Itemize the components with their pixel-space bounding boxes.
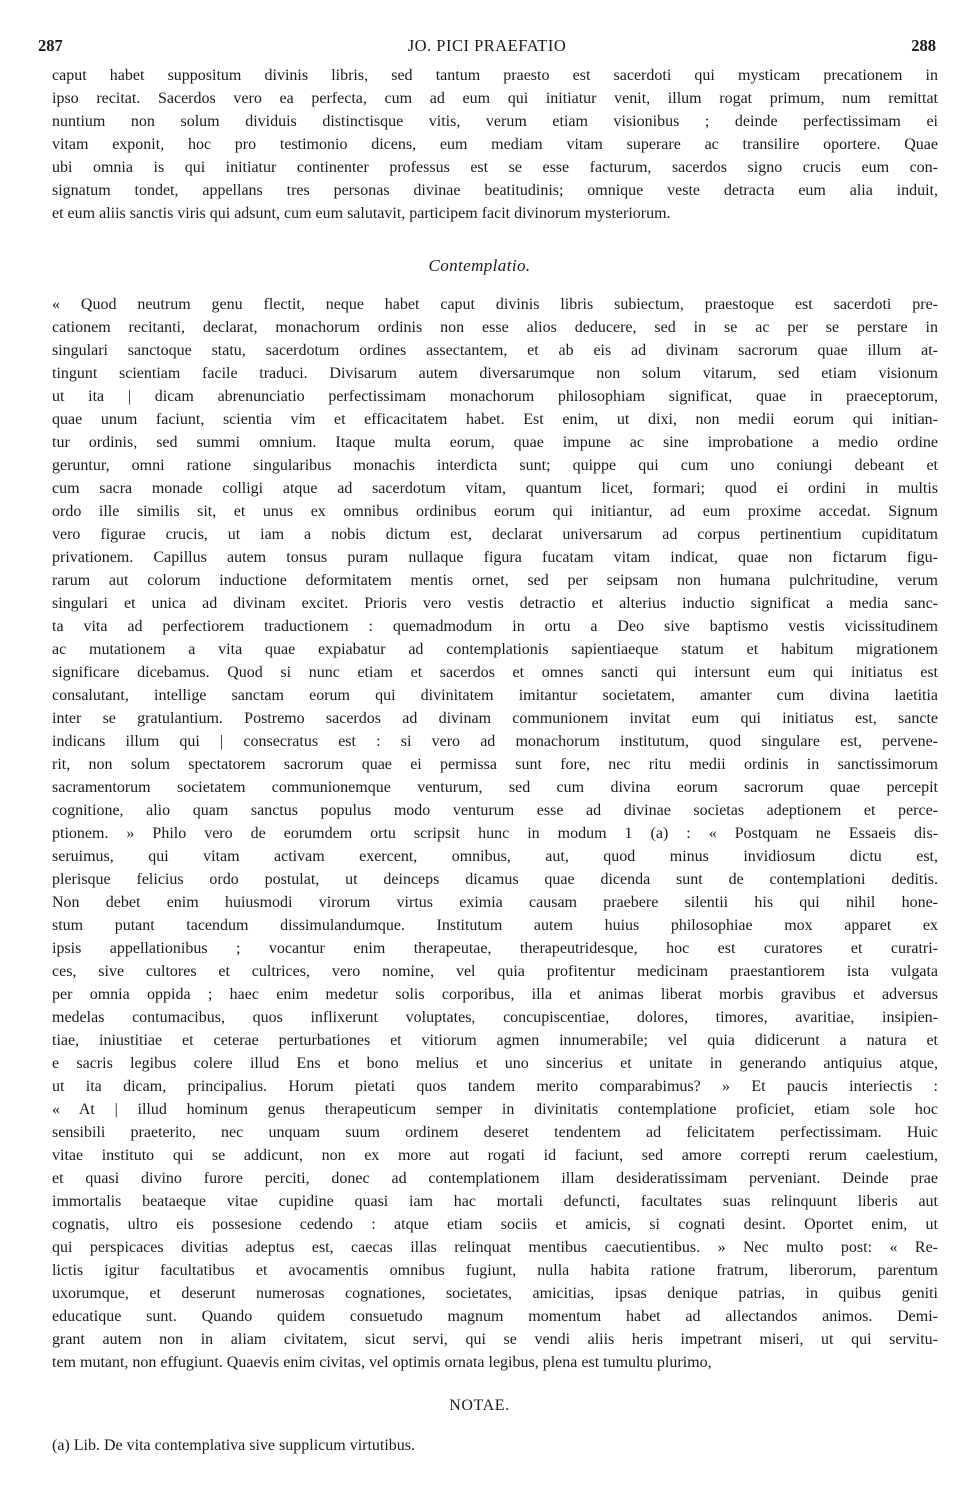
text-line: stum putant tacendum dissimulandumque. Institutum autem huius philosophiae mox apparet ex bbox=[52, 917, 938, 934]
text-line: rit, non solum spectatorem sacrorum quae ei permissa sunt fore, nec ritu medii ordinis in sanctissimorum bbox=[52, 756, 938, 773]
running-header bbox=[38, 34, 936, 58]
text-line: vitae instituto qui se addicunt, non ex more aut rogati id faciunt, sed amore correpti rerum caelestium, bbox=[52, 1147, 938, 1164]
text-line: et eum aliis sanctis viris qui adsunt, cum eum salutavit, participem facit divinorum mysteriorum. bbox=[52, 205, 671, 222]
text-line: ut ita dicam, principalius. Horum pietati quos tandem merito comparabimus? » Et paucis interiectis : bbox=[52, 1078, 938, 1095]
text-line: signatum tondet, appellans tres personas divinae beatitudinis; omnique veste detracta eum alia induit, bbox=[52, 182, 938, 199]
text-line: sacramentorum societatem communionemque venturum, sed cum divina eorum sacrorum quae percepit bbox=[52, 779, 938, 796]
section-heading: Contemplatio. bbox=[428, 256, 531, 275]
text-line: per omnia oppida ; haec enim medetur solis corporibus, illa et animas liberat morbis gravibus et adversus bbox=[52, 986, 938, 1003]
text-line: cationem recitanti, declarat, monachorum ordinis non esse alios deducere, sed in se ac per se perstare in bbox=[52, 319, 938, 336]
text-line: cum sacra monade colligi atque ad sacerdotum vitam, quantum licet, formari; quod ei ordini in multis bbox=[52, 480, 938, 497]
text-line: singulari sanctoque statu, sacerdotum ordines assectantem, et ab eis ad divinam sacrorum quae illum at- bbox=[52, 342, 938, 359]
text-line: consalutant, intellige sanctam eorum qui divinitatem imitantur societatem, amanter cum divina laetitia bbox=[52, 687, 938, 704]
text-line: ta vita ad perfectiorem traductionem : quemadmodum in ortu a Deo sive baptismo vestis vicissitudinem bbox=[52, 618, 938, 635]
text-line: Non debet enim huiusmodi virorum virtus eximia causam praebere silentii his qui nihil hone- bbox=[52, 894, 938, 911]
text-line: inter se gratulantium. Postremo sacerdos ad divinam communionem invitat eum qui initiatus est, sancte bbox=[52, 710, 938, 727]
text-line: ces, sive cultores et cultrices, vero nomine, vel quia profitentur medicinam praestantiorem ista vulgata bbox=[52, 963, 938, 980]
notes-heading: NOTAE. bbox=[449, 1397, 510, 1414]
text-line: ac mutationem a vita quae expiabatur ad contemplationis sapientiaeque statum et habitum migrationem bbox=[52, 641, 938, 658]
running-title: JO. PICI PRAEFATIO bbox=[407, 36, 567, 55]
text-line: quae unum faciunt, scientia vim et efficacitatem habet. Est enim, ut dixi, non medii eorum qui initian- bbox=[52, 411, 938, 428]
text-line: vero figurae crucis, ut iam a nobis dictum est, declarat universarum ad corpus pertinentium cupiditatum bbox=[52, 526, 938, 543]
text-line: ordo ille similis sit, et unus ex omnibus ordinibus eorum qui initiantur, ad eum proxime accedat. Signum bbox=[52, 503, 938, 520]
text-line: grant autem non in aliam civitatem, sicut servi, qui se vendi aliis heris impetrant miseri, ut qui servitu- bbox=[52, 1331, 938, 1348]
text-line: seruimus, qui vitam activam exercent, omnibus, aut, quod minus invidiosum dictu est, bbox=[52, 848, 938, 865]
text-line: ubi omnia is qui initiatur continenter professus est se esse facturum, sacerdos signo crucis eum con- bbox=[52, 159, 938, 176]
text-line: vitam exponit, hoc pro testimonio dicens, eum mediam vitam superare ac transilire oportere. Quae bbox=[52, 136, 938, 153]
contemplatio-paragraph bbox=[52, 293, 938, 1374]
page-number-right: 288 bbox=[911, 36, 936, 55]
text-line: plerisque felicius ordo postulat, ut deinceps dicamus quae dicenda sunt de contemplationi deditis. bbox=[52, 871, 938, 888]
text-line: ut ita | dicam abrenunciatio perfectissimam monachorum philosophiam significat, quae in praeceptorum, bbox=[52, 388, 938, 405]
text-line: cognatis, ultro eis possesione cedendo : atque etiam sociis et amicis, si cognati desint. Oportet enim, ut bbox=[52, 1216, 938, 1233]
text-line: geruntur, omni ratione singularibus monachis interdicta sunt; quippe qui cum uno coniungi debeant et bbox=[52, 457, 938, 474]
text-line: privationem. Capillus autem tonsus puram nullaque figura fucatam vitam indicat, quae non fictarum figu- bbox=[52, 549, 938, 566]
text-line: e sacris legibus colere illud Ens et bono melius et uno sincerius et unitate in generando antiquius atque, bbox=[52, 1055, 938, 1072]
text-line: ptionem. » Philo vero de eorumdem ortu scripsit hunc in modum 1 (a) : « Postquam ne Essaeis dis- bbox=[52, 825, 938, 842]
text-line: educatique sunt. Quando quidem consuetudo magnum momentum habet ad allectandos animos. Demi- bbox=[52, 1308, 938, 1325]
text-line: et quasi divino furore perciti, donec ad contemplationem illam desideratissimam perveniant. Deinde prae bbox=[52, 1170, 938, 1187]
text-line: significare dicebamus. Quod si nunc etiam et sacerdos et omnes sancti qui intersunt eum qui initiatus est bbox=[52, 664, 938, 681]
text-line: tem mutant, non effugiunt. Quaevis enim civitas, vel optimis ornata legibus, plena est tumultu plurimo, bbox=[52, 1354, 712, 1371]
text-line: ipso recitat. Sacerdos vero ea perfecta, cum ad eum qui initiatur venit, illum rogat primum, num remittat bbox=[52, 90, 938, 107]
text-line: cognitione, alio quam sanctus populus modo venturum esse ad divinae societas adeptionem et perce- bbox=[52, 802, 938, 819]
text-line: immortalis beataeque vitae cupidine quasi iam hac mortali defuncti, facultates suas relinquunt liberis aut bbox=[52, 1193, 938, 1210]
page-number-left: 287 bbox=[38, 36, 63, 55]
text-line: medelas contumacibus, quos inflixerunt voluptates, concupiscentiae, dolores, timores, avaritiae, insipien- bbox=[52, 1009, 938, 1026]
text-line: lictis igitur facultatibus et avocamentis omnibus fugiunt, nulla habita ratione fratrum, liberorum, parentum bbox=[52, 1262, 938, 1279]
text-line: caput habet suppositum divinis libris, sed tantum praesto est sacerdoti qui mysticam precationem in bbox=[52, 67, 938, 84]
text-line: tur ordinis, sed summi omnium. Itaque multa eorum, quae impune ac sine improbatione a medio ordine bbox=[52, 434, 938, 451]
footnote: (a) Lib. De vita contemplativa sive supplicum virtutibus. bbox=[52, 1437, 416, 1454]
opening-paragraph bbox=[52, 64, 938, 225]
text-line: nuntium non solum dividuis distinctisque vitis, verum etiam visionibus ; deinde perfectissimam ei bbox=[52, 113, 938, 130]
text-line: qui perspicaces divitias adeptus est, caecas illas relinquat mentibus caecutientibus. » Nec multo post: « Re- bbox=[52, 1239, 938, 1256]
text-line: rarum aut colorum inductione deformitatem mentis ornet, sed per seipsam non humana pulchritudine, verum bbox=[52, 572, 938, 589]
text-line: indicans illum qui | consecratus est : si vero ad monachorum institutum, quod singulare est, pervene- bbox=[52, 733, 938, 750]
text-line: tingunt scientiam facile traduci. Divisarum autem diversarumque non solum vitarum, sed etiam visionum bbox=[52, 365, 938, 382]
text-line: sensibili praeterito, nec unquam suum ordinem deseret tendentem ad felicitatem perfectissimam. Huic bbox=[52, 1124, 938, 1141]
text-line: « At | illud hominum genus therapeuticum semper in divinitatis contemplatione proficiet, etiam sole hoc bbox=[52, 1101, 938, 1118]
text-line: uxorumque, et deserunt numerosas cognationes, societates, amicitias, ipsas denique patrias, in quibus geniti bbox=[52, 1285, 938, 1302]
text-line: singulari et unica ad divinam excitet. Prioris vero vestis detractio et alterius inductio significat a media sanc- bbox=[52, 595, 938, 612]
text-line: ipsis appellationibus ; vocantur enim therapeutae, therapeutridesque, hoc est curatores et curatri- bbox=[52, 940, 938, 957]
text-line: tiae, iniustitiae et ceterae perturbationes et vitiorum agmen innumerabile; vel quia didicerunt a natura et bbox=[52, 1032, 938, 1049]
text-line: « Quod neutrum genu flectit, neque habet caput divinis libris subiectum, praestoque est sacerdoti pre- bbox=[52, 296, 938, 313]
